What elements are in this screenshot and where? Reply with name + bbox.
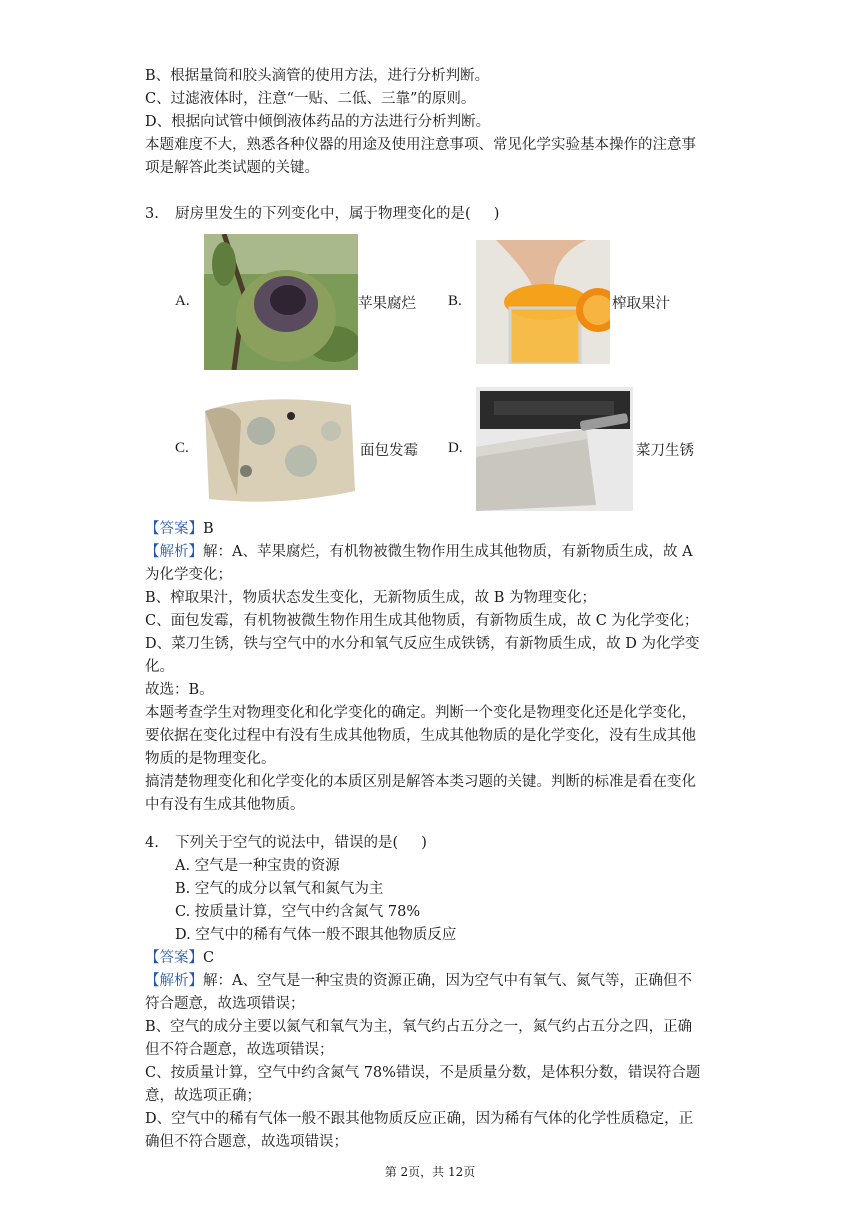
option-letter: A. <box>175 858 191 874</box>
text-line: B、榨取果汁，物质状态发生变化，无新物质生成，故 B 为物理变化； <box>145 590 597 606</box>
text-line: C、按质量计算，空气中约含氮气 78%错误，不是质量分数，是体积分数，错误符合题 <box>145 1065 701 1081</box>
option-letter: A. <box>175 293 190 309</box>
analysis-text: 解：A、空气是一种宝贵的资源正确，因为空气中有氧气、氮气等，正确但不 <box>203 973 692 989</box>
option-letter: B. <box>448 293 462 309</box>
text-line: C、过滤液体时，注意“一贴、二低、三靠”的原则。 <box>145 91 476 107</box>
text-line: 中有没有生成其他物质。 <box>145 797 305 813</box>
option-row <box>175 923 456 947</box>
option-row <box>175 900 420 924</box>
juicer-image <box>476 240 610 364</box>
question-number: 4. <box>145 835 159 851</box>
option-text: 按质量计算，空气中约含氮气 78% <box>194 904 421 920</box>
text-line: 物质的是物理变化。 <box>145 751 276 767</box>
text-line: B、根据量筒和胶头滴管的使用方法，进行分析判断。 <box>145 68 490 84</box>
option-row <box>175 854 340 878</box>
answer-value: B <box>203 521 214 537</box>
answer-line <box>145 517 214 541</box>
answer-value: C <box>203 950 215 966</box>
text-line: D、根据向试管中倾倒液体药品的方法进行分析判断。 <box>145 114 491 130</box>
question-stem: 厨房里发生的下列变化中，属于物理变化的是( ) <box>175 206 500 222</box>
option-text: 空气中的稀有气体一般不跟其他物质反应 <box>195 927 457 943</box>
text-line: 本题难度不大，熟悉各种仪器的用途及使用注意事项、常见化学实验基本操作的注意事 <box>145 137 696 153</box>
text-line: 项是解答此类试题的关键。 <box>145 160 319 176</box>
text-line: 意，故选项正确； <box>145 1088 261 1104</box>
option-label: 面包发霉 <box>360 443 418 459</box>
text-line: 化。 <box>145 659 174 675</box>
analysis-tag: 【解析】 <box>145 973 203 989</box>
option-text: 空气的成分以氧气和氮气为主 <box>194 881 384 897</box>
answer-tag: 【答案】 <box>145 950 203 966</box>
text-line: 本题考查学生对物理变化和化学变化的确定。判断一个变化是物理变化还是化学变化， <box>145 705 696 721</box>
text-line: 确但不符合题意，故选项错误； <box>145 1134 348 1150</box>
analysis-text: 解：A、苹果腐烂，有机物被微生物作用生成其他物质，有新物质生成，故 A <box>203 544 693 560</box>
answer-line <box>145 946 214 970</box>
text-line: 要依据在变化过程中有没有生成其他物质，生成其他物质的是化学变化，没有生成其他 <box>145 728 696 744</box>
kitchen-knife-image <box>476 387 633 511</box>
text-line: B、空气的成分主要以氮气和氧气为主，氧气约占五分之一，氮气约占五分之四，正确 <box>145 1019 693 1035</box>
text-line: D、空气中的稀有气体一般不跟其他物质反应正确，因为稀有气体的化学性质稳定，正 <box>145 1111 694 1127</box>
rotten-apple-image <box>204 234 358 370</box>
option-letter: C. <box>175 440 189 456</box>
text-line: 符合题意，故选项错误； <box>145 996 305 1012</box>
question-number: 3. <box>145 206 159 222</box>
option-label: 苹果腐烂 <box>358 296 416 312</box>
text-line: 但不符合题意，故选项错误； <box>145 1042 334 1058</box>
text-line: 搞清楚物理变化和化学变化的本质区别是解答本类习题的关键。判断的标准是看在变化 <box>145 774 696 790</box>
option-letter: B. <box>175 881 191 897</box>
moldy-bread-image <box>201 391 358 509</box>
option-row <box>175 877 383 901</box>
page-footer: 第 2页，共 12页 <box>384 1165 476 1179</box>
text-line: 故选：B。 <box>145 682 214 698</box>
question-stem: 下列关于空气的说法中，错误的是( ) <box>175 835 427 851</box>
analysis-line <box>145 540 693 564</box>
option-letter: D. <box>448 440 463 456</box>
text-line: C、面包发霉，有机物被微生物作用生成其他物质，有新物质生成，故 C 为化学变化； <box>145 613 699 629</box>
text-line: D、菜刀生锈，铁与空气中的水分和氧气反应生成铁锈，有新物质生成，故 D 为化学变 <box>145 636 700 652</box>
option-text: 空气是一种宝贵的资源 <box>194 858 340 874</box>
analysis-line <box>145 969 692 993</box>
option-label: 菜刀生锈 <box>636 443 694 459</box>
option-letter: C. <box>175 904 191 920</box>
option-letter: D. <box>175 927 191 943</box>
answer-tag: 【答案】 <box>145 521 203 537</box>
text-line: 为化学变化； <box>145 567 232 583</box>
analysis-tag: 【解析】 <box>145 544 203 560</box>
option-label: 榨取果汁 <box>612 296 670 312</box>
